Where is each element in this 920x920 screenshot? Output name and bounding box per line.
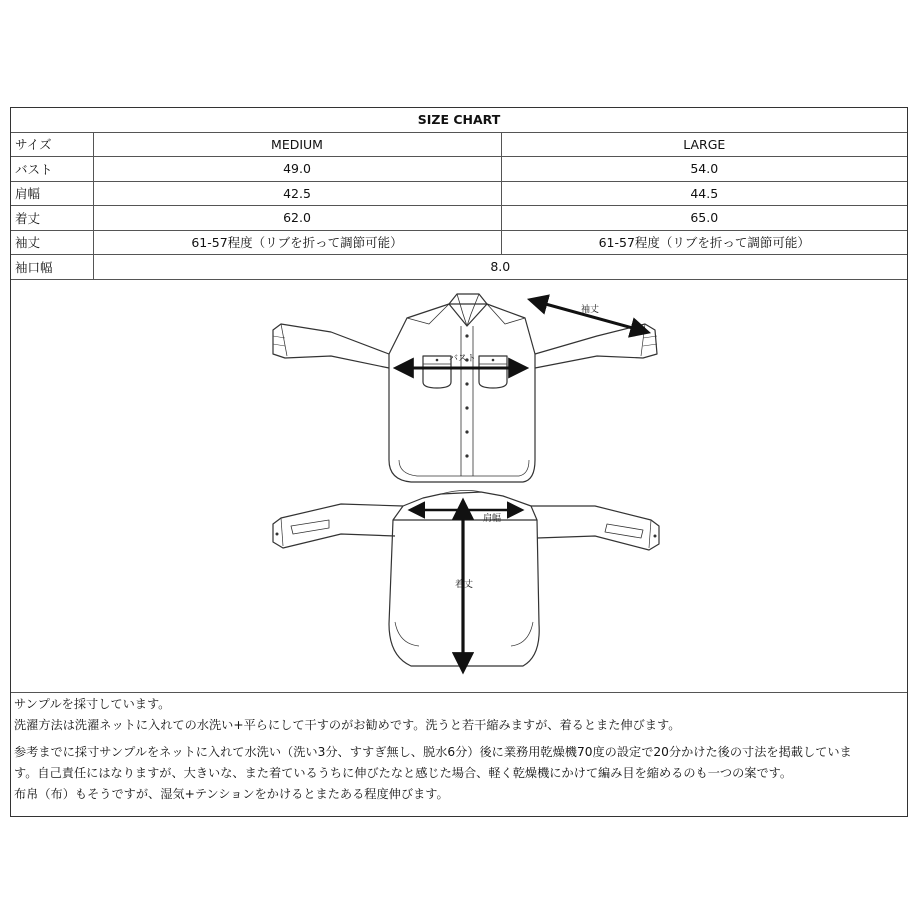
size-chart-table [11,108,907,280]
bust-label: バスト [449,354,477,364]
header-label: サイズ [11,132,93,157]
length-label: 着丈 [455,580,474,590]
cell-large: 61-57程度（リブを折って調節可能） [501,230,907,255]
note-line: サンプルを採寸しています。 [14,697,171,711]
table-row [11,230,907,255]
cell-cuff-width: 8.0 [93,255,907,280]
table-title: SIZE CHART [11,108,907,132]
sleeve-label: 袖丈 [581,305,600,315]
front-buttons [436,334,495,457]
table-row [11,157,907,182]
note-line: す。自己責任にはなりますが、大きいな、また着ているうちに伸びたなと感じた場合、軽く乾燥機にかけて編み目を縮めるのも一つの案です。 [14,766,793,780]
row-label: バスト [11,157,93,182]
row-label: 着丈 [11,206,93,231]
shoulder-label: 肩幅 [483,514,502,524]
note-line: 布帛（布）もそうですが、湿気+テンションをかけるとまたある程度伸びます。 [14,787,449,801]
measurement-diagram [11,284,907,693]
table-row [11,181,907,206]
table-title-row [11,108,907,132]
table-row [11,206,907,231]
row-label: 袖丈 [11,230,93,255]
cell-medium: 61-57程度（リブを折って調節可能） [93,230,501,255]
cell-medium: 42.5 [93,181,501,206]
note-line: 洗濯方法は洗濯ネットに入れての水洗い+平らにして干すのがお勧めです。洗うと若干縮みますが、着るとまた伸びます。 [14,718,681,732]
table-header-row [11,132,907,157]
notes-section [14,694,904,805]
header-size-medium: MEDIUM [93,132,501,157]
cell-large: 54.0 [501,157,907,182]
table-row [11,255,907,280]
shirt-back-drawing [273,490,659,666]
row-label: 肩幅 [11,181,93,206]
shirt-front-drawing [273,294,657,482]
cell-medium: 62.0 [93,206,501,231]
row-label: 袖口幅 [11,255,93,280]
header-size-large: LARGE [501,132,907,157]
cell-large: 65.0 [501,206,907,231]
cell-large: 44.5 [501,181,907,206]
size-chart-frame [10,107,908,817]
cell-medium: 49.0 [93,157,501,182]
note-line: 参考までに採寸サンプルをネットに入れて水洗い（洗い3分、すすぎ無し、脱水6分）後に業務用乾燥機70度の設定で20分かけた後の寸法を掲載していま [14,745,852,759]
shirt-illustration [11,284,907,692]
